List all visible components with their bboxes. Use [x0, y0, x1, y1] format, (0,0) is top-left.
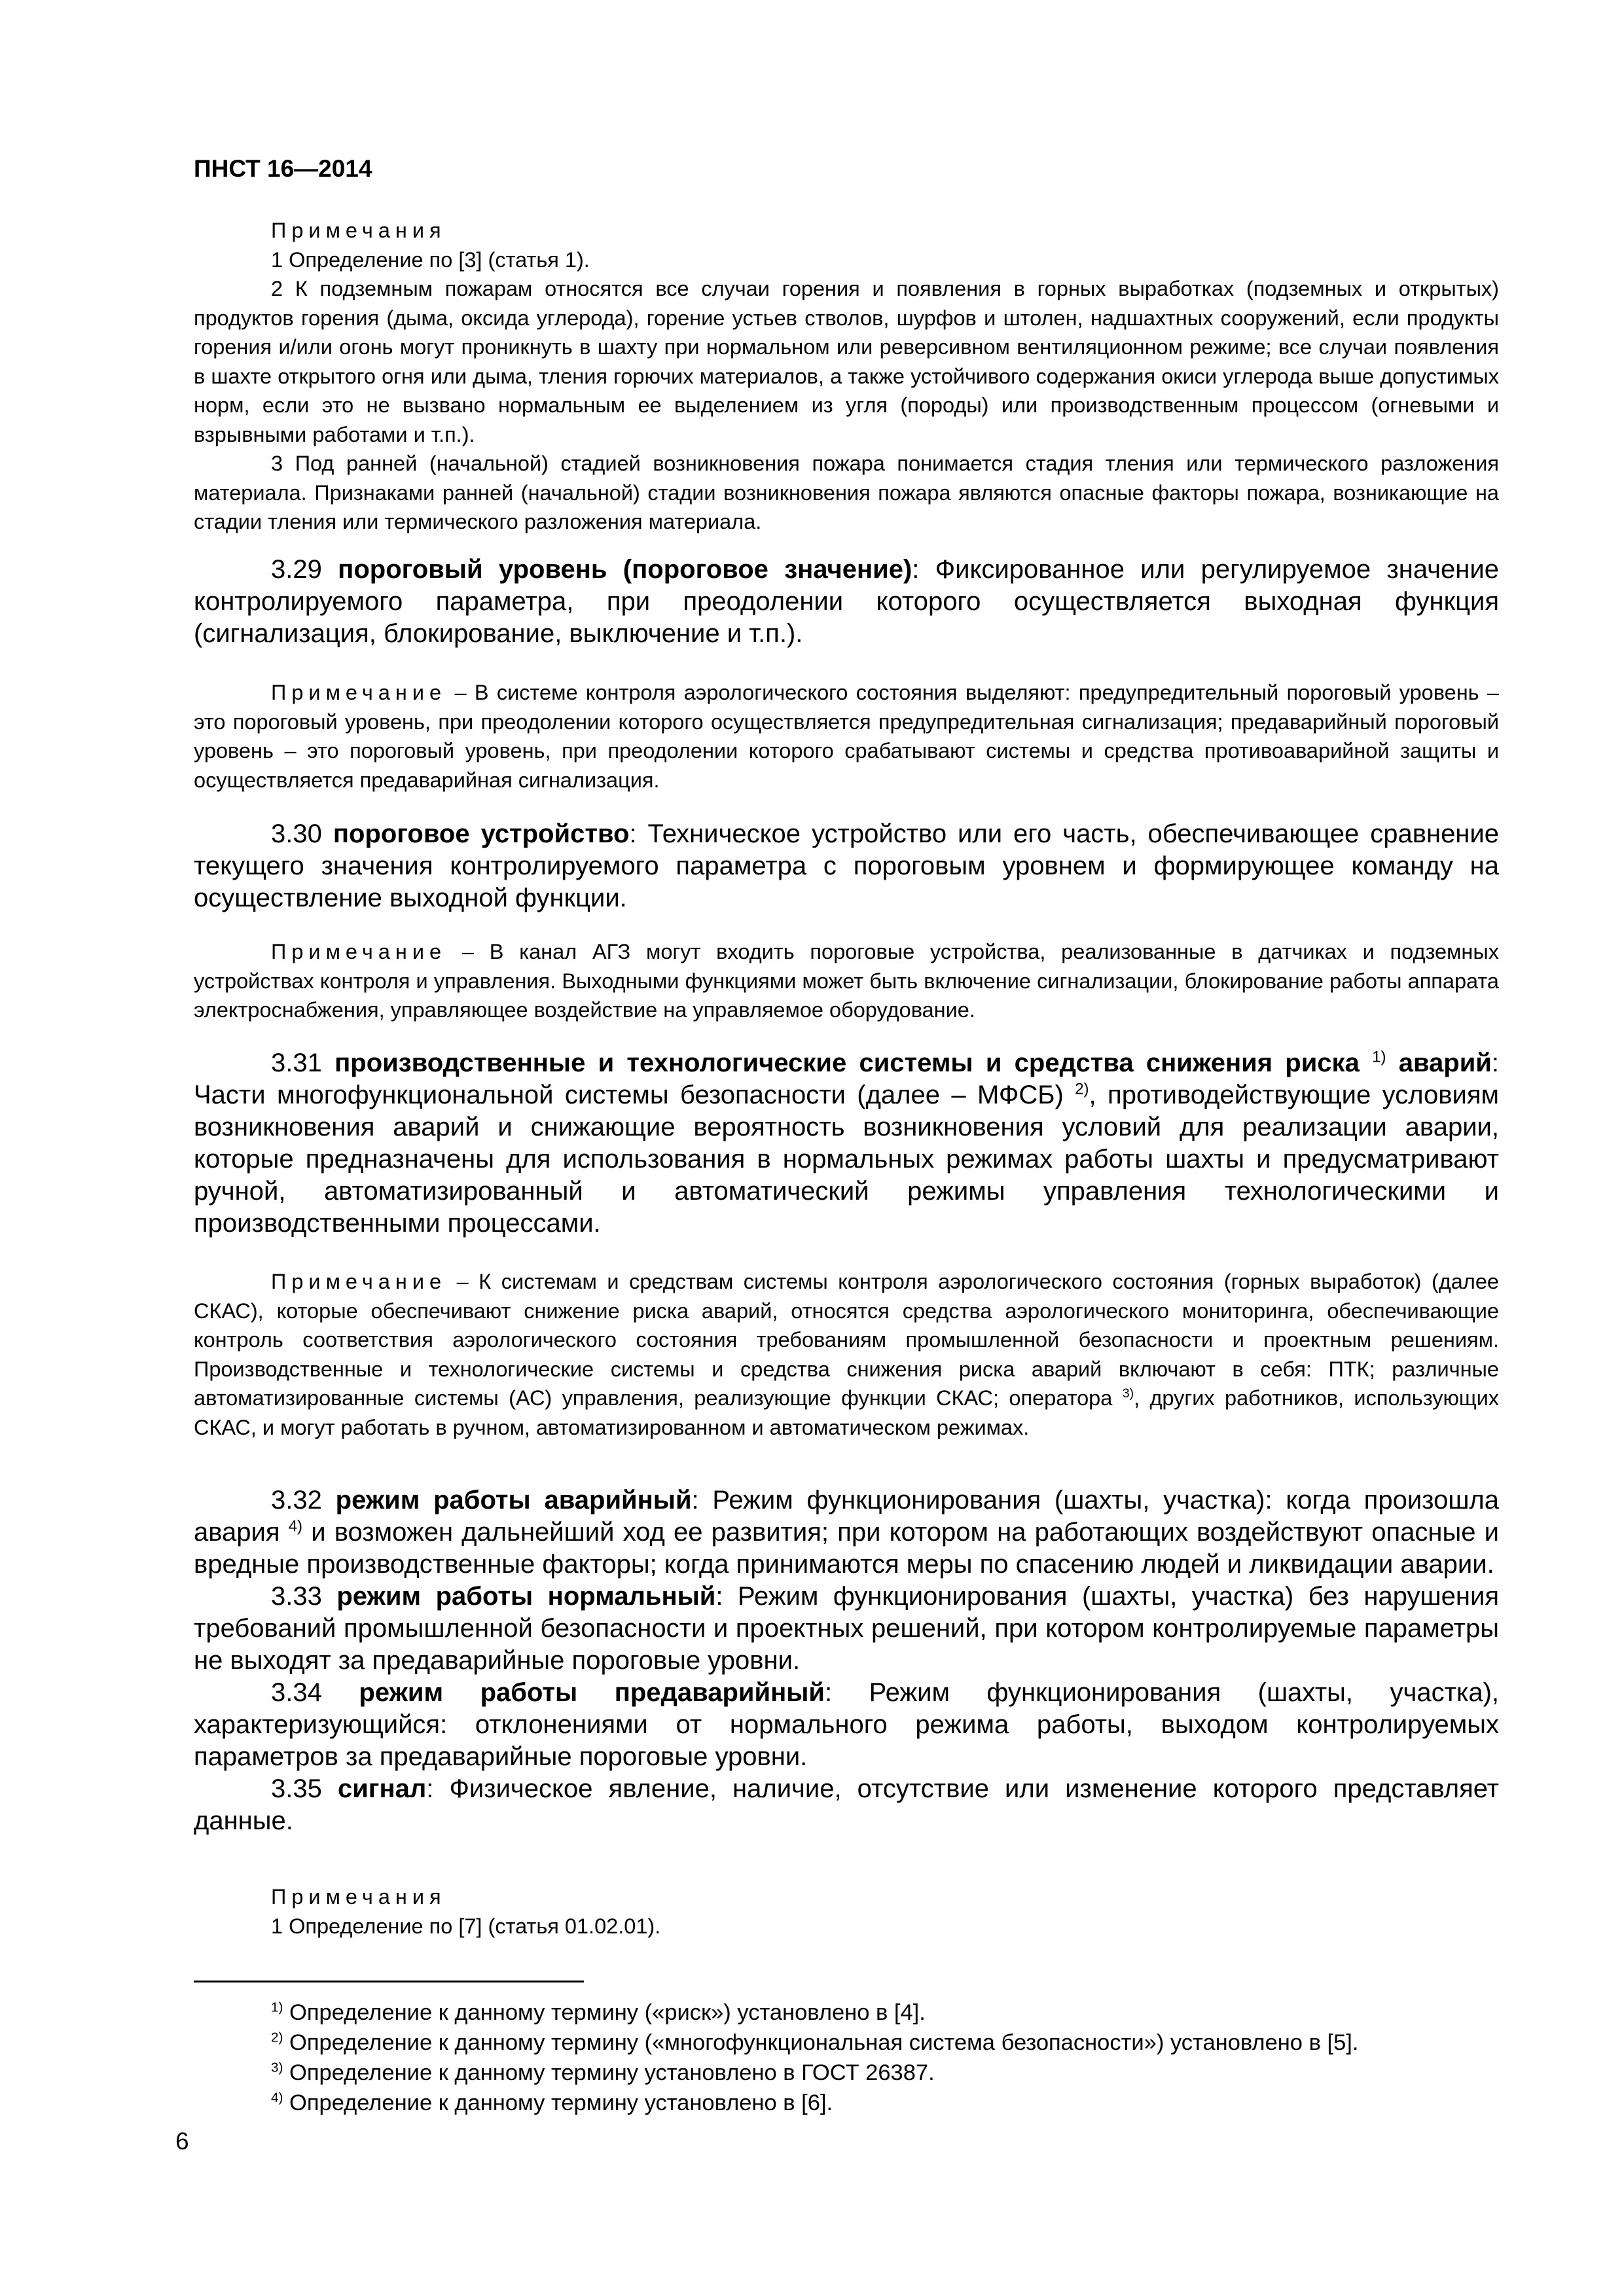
term-3-32 [194, 1484, 1499, 1581]
term-definition: : Физическое явление, наличие, отсутствие или изменение которого представляет данные. [194, 1774, 1499, 1835]
note-text-cont: , других работников, использующих СКАС, и могут работать в ручном, автоматизированном и автоматическом режимах. [194, 1386, 1500, 1439]
term-3-34 [194, 1677, 1499, 1773]
standard-code-header: ПНСТ 16—2014 [194, 155, 372, 182]
term-number: 3.35 [271, 1774, 322, 1803]
footnote-mark: 2) [271, 2030, 283, 2045]
term-name: производственные и технологические системы и средства снижения риска [334, 1049, 1360, 1077]
term-name: режим работы предаварийный [359, 1678, 825, 1707]
footnote-ref: 2) [1075, 1080, 1089, 1098]
footnote-separator [194, 1981, 584, 1982]
footnote-mark: 3) [271, 2060, 283, 2075]
term-name: сигнал [337, 1774, 427, 1803]
footnote-text: Определение к данному термину установлено в [6]. [283, 2090, 833, 2115]
term-3-35 [194, 1773, 1499, 1837]
note-text: – В канал АГЗ могут входить пороговые устройства, реализованные в датчиках и подземных устройствах контроля и управления. Выходными функциями может быть включение сигнализации, блокирование работы аппарата электроснабжения, управляющее воздействие на управляемое оборудование. [194, 940, 1499, 1022]
footnote-text: Определение к данному термину установлено в ГОСТ 26387. [283, 2060, 935, 2085]
term-definition: : Режим функционирования (шахты, участка) без нарушения требований промышленной безопасности и проектных решений, при котором контролируемые параметры не выходят за предаварийные пороговые уровни. [194, 1582, 1499, 1675]
page-number: 6 [175, 2128, 189, 2155]
term-3-33 [194, 1581, 1499, 1677]
term-definition: : Фиксированное или регулируемое значение контролируемого параметра, при преодолении которого осуществляется выходная функция (сигнализация, блокирование, выключение и т.п.). [194, 555, 1499, 648]
term-number: 3.31 [271, 1049, 322, 1077]
footnote [194, 2088, 1499, 2118]
note-item: 1 Определение по [7] (статья 01.02.01). [271, 1914, 661, 1938]
note-label: Примечание [271, 681, 447, 704]
footnote-text: Определение к данному термину («многофункциональная система безопасности») установлено в [5]. [283, 2030, 1359, 2055]
footnote-text: Определение к данному термину («риск») установлено в [4]. [283, 2000, 926, 2025]
term-number: 3.33 [271, 1582, 322, 1611]
footnote-ref: 1) [1372, 1048, 1386, 1066]
term-number: 3.29 [271, 555, 322, 584]
term-number: 3.32 [271, 1486, 322, 1515]
term-3-31 [194, 1047, 1499, 1240]
term-definition-cont: и возможен дальнейший ход ее развития; при котором на работающих воздействуют опасные и вредные производственные факторы; когда принимаются меры по спасению людей и ликвидации аварии. [194, 1518, 1499, 1579]
footnotes [194, 1998, 1499, 2118]
term-name-cont: аварий [1398, 1049, 1492, 1077]
term-number: 3.34 [271, 1678, 322, 1707]
term-name: режим работы нормальный [336, 1582, 716, 1611]
footnote [194, 2028, 1499, 2058]
term-name: пороговое устройство [333, 819, 630, 848]
note-text: – К системам и средствам системы контроля аэрологического состояния (горных выработок) (далее СКАС), которые обеспечивают снижение риска аварий, относятся средства аэрологического мониторинга, обеспечивающие контроль соответствия аэрологического состояния требованиям промышленной безопасности и проектным решениям. Производственные и технологические системы и средства снижения риска аварий включают в себя: ПТК; различные автоматизированные системы (АС) управления, реализующие функции СКАС; оператора [194, 1270, 1499, 1410]
term-name: пороговый уровень (пороговое значение) [338, 555, 912, 584]
term-definition: : Режим функционирования (шахты, участка), характеризующийся: отклонениями от нормального режима работы, выходом контролируемых параметров за предаварийные пороговые уровни. [194, 1678, 1499, 1771]
note-item: 3 Под ранней (начальной) стадией возникновения пожара понимается стадия тления или термического разложения материала. Признаками ранней (начальной) стадии возникновения пожара являются опасные факторы пожара, возникающие на стадии тления или термического разложения материала. [194, 452, 1499, 533]
note-label: Примечание [271, 940, 447, 963]
note-text: – В системе контроля аэрологического состояния выделяют: предупредительный пороговый уровень – это пороговый уровень, при преодолении которого осуществляется предупредительная сигнализация; предаварийный пороговый уровень – это пороговый уровень, при преодолении которого срабатывают системы и средства противоаварийной защиты и осуществляется предаварийная сигнализация. [194, 681, 1499, 792]
term-3-30 [194, 818, 1499, 914]
term-definition: : Части многофункциональной системы безопасности (далее – МФСБ) [194, 1049, 1499, 1109]
notes-title: Примечания [271, 1885, 446, 1909]
footnote-mark: 4) [271, 2090, 283, 2106]
term-3-29-note [194, 678, 1499, 795]
term-definition: : Режим функционирования (шахты, участка): когда произошла авария [194, 1486, 1499, 1547]
term-3-30-note [194, 937, 1499, 1025]
term-definition-cont: , противодействующие условиям возникновения аварий и снижающие вероятность возникновения условий для реализации аварии, которые предназначены для использования в нормальных режимах работы шахты и предусматривают ручной, автоматизированный и автоматический режимы управления технологическими и производственными процессами. [194, 1081, 1499, 1238]
term-number: 3.30 [271, 819, 322, 848]
term-3-31-note [194, 1267, 1499, 1442]
footnote-mark: 1) [271, 2000, 283, 2015]
terms-3-32-to-3-35 [194, 1484, 1499, 1837]
notes-title: Примечания [271, 219, 446, 242]
term-definition: : Техническое устройство или его часть, обеспечивающее сравнение текущего значения контролируемого параметра с пороговым уровнем и формирующее команду на осуществление выходной функции. [194, 819, 1499, 912]
footnote-ref: 4) [288, 1517, 303, 1535]
notes-block-2 [194, 1882, 1499, 1941]
notes-block-1 [194, 216, 1499, 537]
note-item: 2 К подземным пожарам относятся все случаи горения и появления в горных выработках (подземных и открытых) продуктов горения (дыма, оксида углерода), горение устьев стволов, шурфов и штолен, надшахтных сооружений, если продукты горения и/или огонь могут проникнуть в шахту при нормальном или реверсивном вентиляционном режиме; все случаи появления в шахте открытого огня или дыма, тления горючих материалов, а также устойчивого содержания окиси углерода выше допустимых норм, если это не вызвано нормальным ее выделением из угля (породы) или производственным процессом (огневыми и взрывными работами и т.п.). [194, 277, 1499, 446]
note-label: Примечание [271, 1270, 447, 1293]
footnote [194, 1998, 1499, 2028]
note-item: 1 Определение по [3] (статья 1). [271, 247, 590, 272]
footnote-ref: 3) [1122, 1386, 1134, 1401]
footnote [194, 2058, 1499, 2088]
term-name: режим работы аварийный [335, 1486, 692, 1515]
term-3-29 [194, 554, 1499, 650]
